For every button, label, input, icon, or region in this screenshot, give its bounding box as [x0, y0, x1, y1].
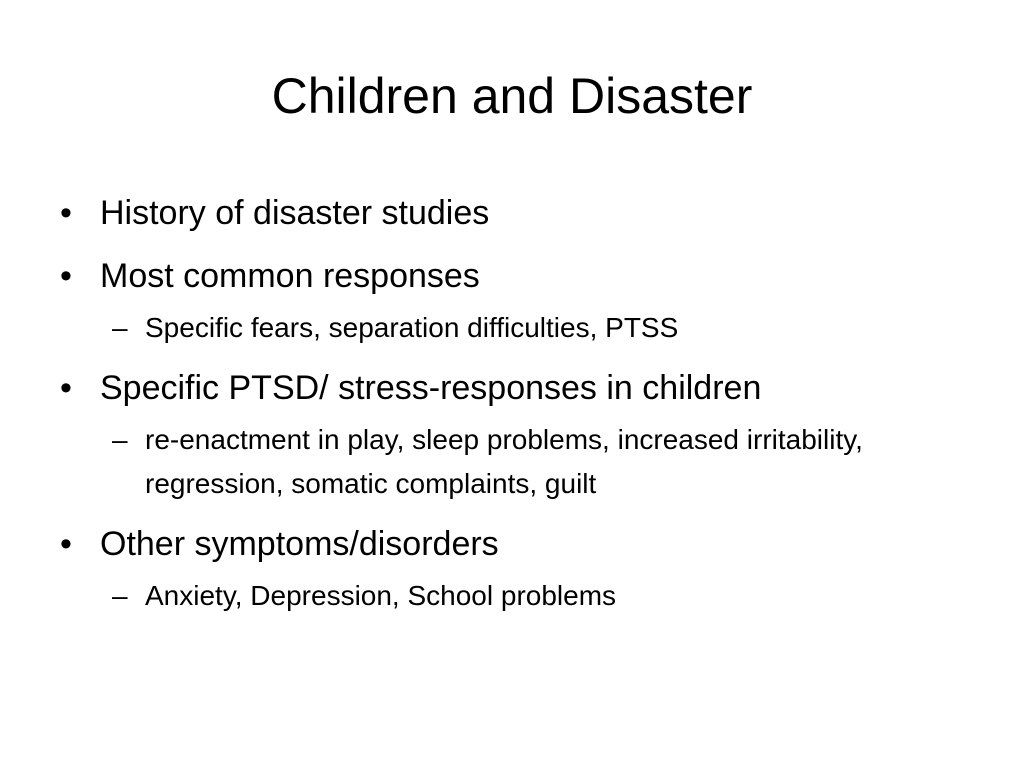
bullet-text: Other symptoms/disorders — [100, 525, 499, 563]
slide-body — [60, 188, 960, 631]
bullet-icon: • — [60, 257, 72, 295]
bullet-icon: • — [60, 369, 72, 407]
sub-bullet-text: Specific fears, separation difficulties, PTSS — [145, 312, 679, 343]
bullet-item — [60, 519, 960, 569]
sub-bullet-item — [60, 306, 960, 350]
bullet-icon: • — [60, 525, 72, 563]
sub-bullet-item — [60, 418, 960, 506]
sub-bullet-text: Anxiety, Depression, School problems — [145, 580, 617, 611]
sub-bullet-item — [60, 574, 960, 618]
dash-icon: – — [112, 424, 128, 455]
slide-title: Children and Disaster — [271, 68, 753, 124]
bullet-text: Most common responses — [100, 257, 480, 295]
bullet-text: Specific PTSD/ stress-responses in children — [100, 369, 762, 407]
bullet-item — [60, 251, 960, 301]
bullet-item — [60, 188, 960, 238]
sub-bullet-text: re-enactment in play, sleep problems, increased irritability, regression, somatic complaints, guilt — [145, 424, 863, 499]
dash-icon: – — [112, 312, 128, 343]
dash-icon: – — [112, 580, 128, 611]
bullet-item — [60, 363, 960, 413]
bullet-icon: • — [60, 194, 72, 232]
bullet-text: History of disaster studies — [100, 194, 490, 232]
